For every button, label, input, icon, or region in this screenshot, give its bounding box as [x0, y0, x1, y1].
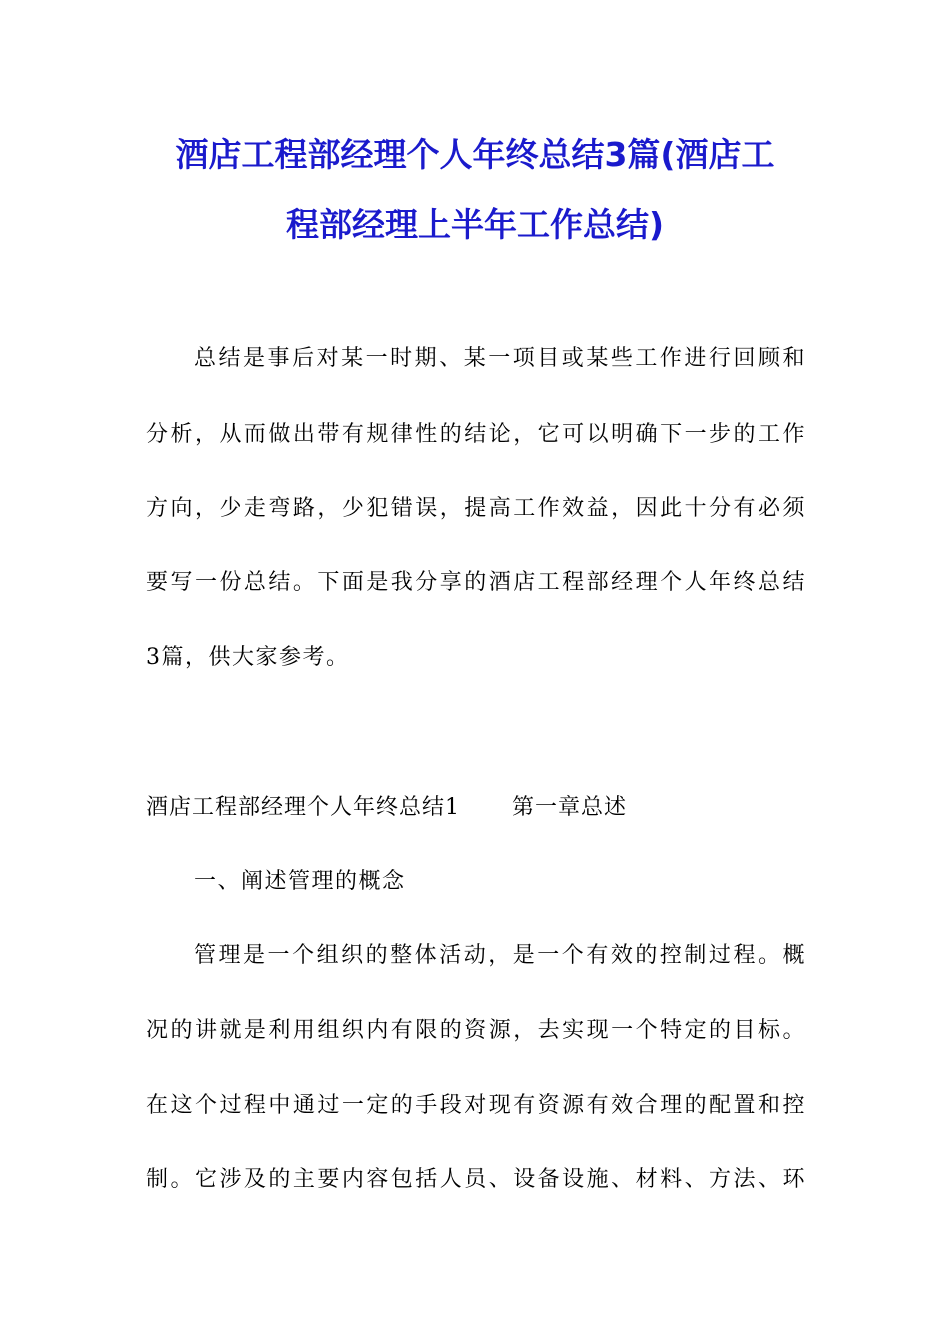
body-paragraph-line: 在这个过程中通过一定的手段对现有资源有效合理的配置和控	[146, 1093, 806, 1118]
section-heading	[146, 797, 627, 819]
document-title-line-1: 酒店工程部经理个人年终总结3篇(酒店工	[175, 135, 775, 174]
subheading: 一、阐述管理的概念	[194, 869, 406, 894]
body-paragraph-line: 制。它涉及的主要内容包括人员、设备设施、材料、方法、环	[146, 1167, 806, 1192]
body-paragraph-line: 况的讲就是利用组织内有限的资源，去实现一个特定的目标。	[146, 1018, 806, 1043]
intro-paragraph-line: 3篇，供大家参考。	[146, 645, 350, 670]
intro-paragraph-line: 方向，少走弯路，少犯错误，提高工作效益，因此十分有必须	[146, 496, 806, 521]
intro-paragraph-line: 总结是事后对某一时期、某一项目或某些工作进行回顾和	[194, 346, 806, 371]
intro-paragraph-line: 要写一份总结。下面是我分享的酒店工程部经理个人年终总结	[146, 570, 806, 595]
section-heading-title: 酒店工程部经理个人年终总结1	[146, 795, 460, 820]
body-paragraph-line: 管理是一个组织的整体活动，是一个有效的控制过程。概	[194, 943, 806, 968]
chapter-title: 第一章总述	[512, 795, 628, 820]
document-title-line-2: 程部经理上半年工作总结)	[285, 205, 665, 244]
intro-paragraph-line: 分析，从而做出带有规律性的结论，它可以明确下一步的工作	[146, 422, 806, 447]
